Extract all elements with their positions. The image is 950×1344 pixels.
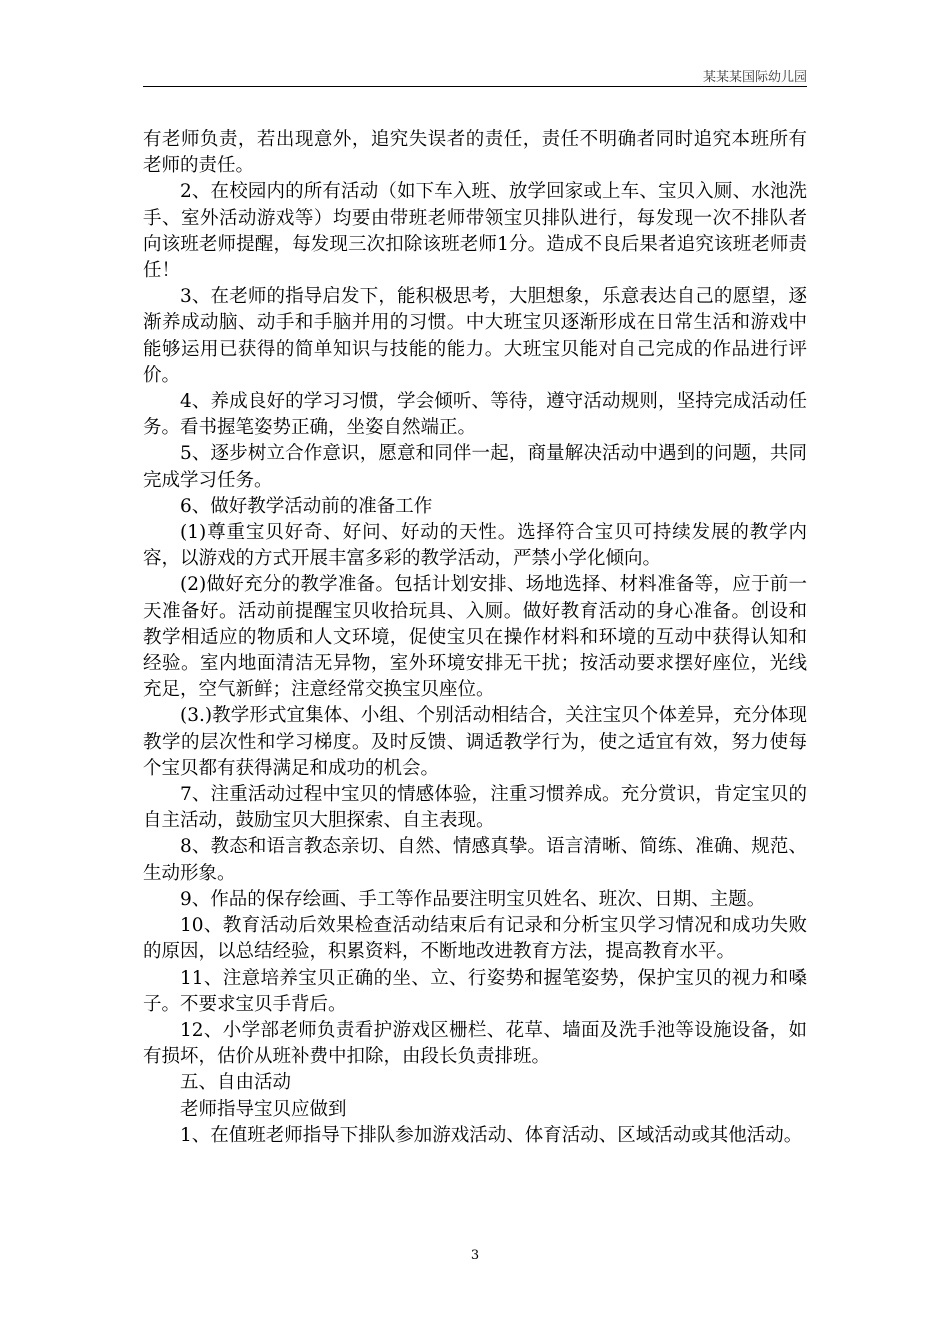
paragraph-subheading: 6、做好教学活动前的准备工作 [180, 495, 433, 517]
paragraph-subheading: 老师指导宝贝应做到 [180, 1098, 347, 1120]
paragraph: (1)尊重宝贝好奇、好问、好动的天性。选择符合宝贝可持续发展的教学内容，以游戏的方式开展丰富多彩的教学活动，严禁小学化倾向。 [143, 522, 807, 570]
page-number: 3 [470, 1248, 480, 1263]
document-body [143, 127, 807, 1149]
section-heading: 五、自由活动 [180, 1072, 292, 1094]
paragraph: 4、养成良好的学习习惯，学会倾听、等待，遵守活动规则，坚持完成活动任务。看书握笔姿势正确，坐姿自然端正。 [143, 391, 807, 439]
paragraph: 2、在校园内的所有活动（如下车入班、放学回家或上车、宝贝入厕、水池洗手、室外活动游戏等）均要由带班老师带领宝贝排队进行，每发现一次不排队者向该班老师提醒，每发现三次扣除该班老师1分。造成不良后果者追究该班老师责任！ [143, 181, 807, 282]
paragraph: 8、教态和语言教态亲切、自然、情感真挚。语言清晰、简练、准确、规范、生动形象。 [143, 836, 807, 884]
paragraph: 3、在老师的指导启发下，能积极思考，大胆想象，乐意表达自己的愿望，逐渐养成动脑、动手和手脑并用的习惯。中大班宝贝逐渐形成在日常生活和游戏中能够运用已获得的简单知识与技能的能力。大班宝贝能对自己完成的作品进行评价。 [143, 286, 807, 386]
paragraph: (3.)教学形式宜集体、小组、个别活动相结合，关注宝贝个体差异，充分体现教学的层次性和学习梯度。及时反馈、调适教学行为，使之适宜有效，努力使每个宝贝都有获得满足和成功的机会。 [143, 705, 807, 779]
paragraph: 11、注意培养宝贝正确的坐、立、行姿势和握笔姿势，保护宝贝的视力和嗓子。不要求宝贝手背后。 [143, 967, 807, 1015]
paragraph: 7、注重活动过程中宝贝的情感体验，注重习惯养成。充分赏识，肯定宝贝的自主活动，鼓励宝贝大胆探索、自主表现。 [143, 784, 807, 832]
paragraph: 5、逐步树立合作意识，愿意和同伴一起，商量解决活动中遇到的问题，共同完成学习任务。 [143, 443, 807, 491]
header-org-name: 某某某国际幼儿园 [702, 70, 807, 85]
paragraph: 12、小学部老师负责看护游戏区栅栏、花草、墙面及洗手池等设施设备，如有损坏，估价从班补费中扣除，由段长负责排班。 [143, 1019, 807, 1068]
paragraph: 9、作品的保存绘画、手工等作品要注明宝贝姓名、班次、日期、主题。 [180, 888, 766, 910]
header-divider [143, 86, 807, 87]
paragraph: 10、教育活动后效果检查活动结束后有记录和分析宝贝学习情况和成功失败的原因，以总结经验，积累资料，不断地改进教育方法，提高教育水平。 [143, 915, 807, 963]
paragraph: (2)做好充分的教学准备。包括计划安排、场地选择、材料准备等，应于前一天准备好。活动前提醒宝贝收拾玩具、入厕。做好教育活动的身心准备。创设和教学相适应的物质和人文环境，促使宝贝在操作材料和环境的互动中获得认知和经验。室内地面清洁无异物，室外环境安排无干扰；按活动要求摆好座位，光线充足，空气新鲜；注意经常交换宝贝座位。 [143, 574, 807, 701]
paragraph-continuation: 有老师负责，若出现意外，追究失误者的责任，责任不明确者同时追究本班所有老师的责任。 [143, 129, 807, 177]
paragraph: 1、在值班老师指导下排队参加游戏活动、体育活动、区域活动或其他活动。 [180, 1124, 803, 1146]
